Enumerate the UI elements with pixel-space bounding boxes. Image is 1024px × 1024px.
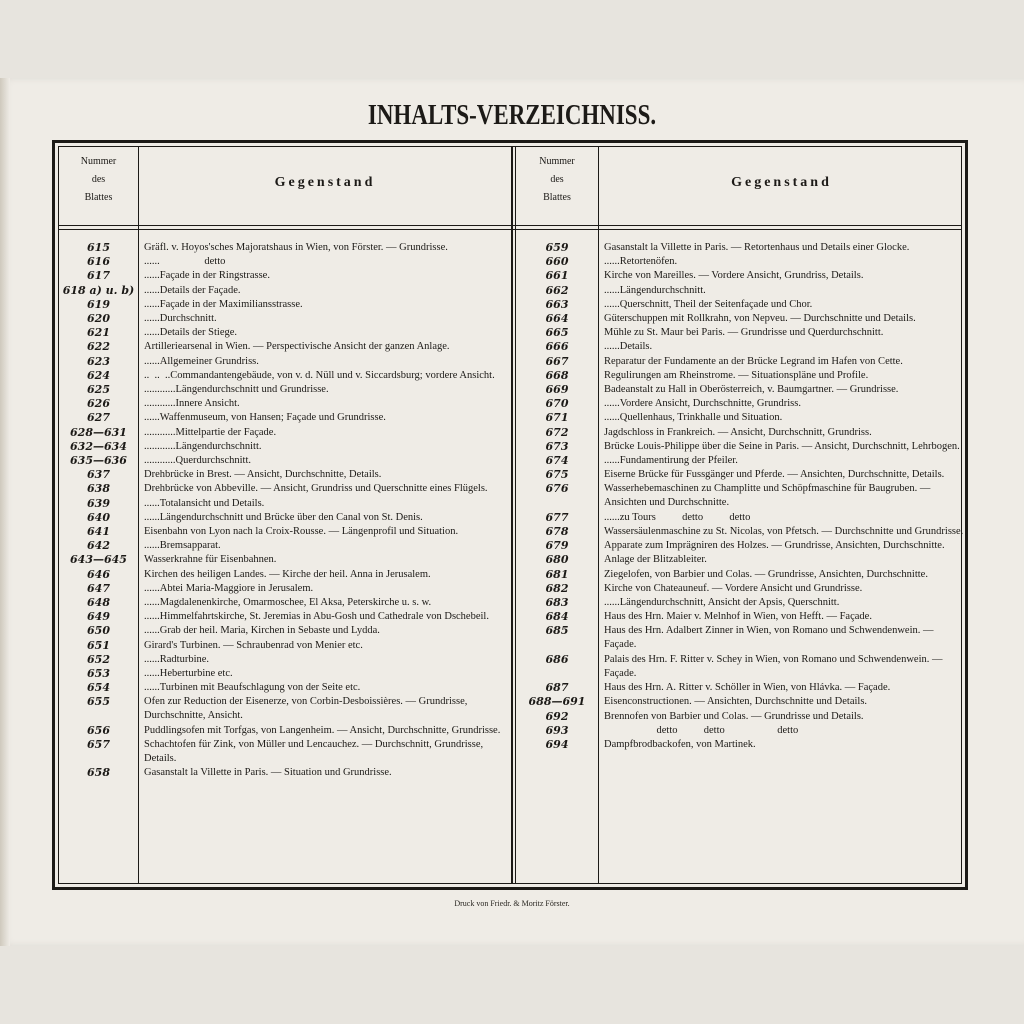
- entry-subject: Apparate zum Imprägniren des Holzes. — Grundrisse, Ansichten, Durchschnitte.: [604, 540, 945, 552]
- table-row: [59, 269, 511, 283]
- sheet-number: 665: [545, 326, 569, 340]
- sheet-number: 680: [545, 553, 569, 567]
- entry-subject: ............Längendurchschnitt.: [144, 440, 262, 452]
- sheet-number: 656: [87, 723, 110, 737]
- num-header-line: des: [550, 174, 564, 185]
- table-row: [59, 553, 511, 567]
- table-row: [516, 298, 966, 312]
- entry-subject: Gasanstalt la Villette in Paris. — Retortenhaus und Details einer Glocke.: [604, 242, 910, 253]
- entry-subject: Reparatur der Fundamente an der Brücke Legrand im Hafen von Cette.: [604, 355, 903, 367]
- entry-subject: Güterschuppen mit Rollkrahn, von Nepveu. — Durchschnitte und Details.: [604, 313, 916, 324]
- sheet-number: 637: [87, 468, 110, 482]
- sheet-number: 692: [545, 709, 569, 723]
- table-row: [59, 241, 511, 255]
- entry-subject: Gräfl. v. Hoyos'sches Majoratshaus in Wien, von Förster. — Grundrisse.: [144, 242, 448, 253]
- sheet-number: 648: [87, 596, 110, 609]
- entry-subject: Girard's Turbinen. — Schraubenrad von Menier etc.: [144, 639, 363, 651]
- sheet-number: 649: [87, 610, 110, 624]
- sheet-number: 669: [545, 383, 569, 396]
- table-row: [59, 340, 511, 354]
- sheet-number: 616: [87, 255, 110, 269]
- entry-subject: ............Querdurchschnitt.: [144, 455, 252, 466]
- table-row: [59, 312, 511, 326]
- sheet-number: 627: [87, 411, 110, 425]
- entry-subject: .. .. ..Commandantengebäude, von v. d. Nüll und v. Siccardsburg; vordere Ansicht.: [144, 369, 495, 381]
- sheet-number: 663: [545, 297, 569, 311]
- sheet-number: 646: [87, 567, 110, 581]
- header-rule: [59, 225, 961, 226]
- sheet-number: 679: [545, 539, 569, 553]
- entry-subject: Kirche von Chateauneuf. — Vordere Ansicht und Grundrisse.: [604, 582, 863, 594]
- table-row: [516, 681, 966, 695]
- table-row: [59, 724, 511, 738]
- entry-subject: ......Himmelfahrtskirche, St. Jeremias in Abu-Gosh und Cathedrale von Dschebeil.: [144, 611, 489, 623]
- entry-subject: Eiserne Brücke für Fussgänger und Pferde. — Ansichten, Durchschnitte, Details.: [604, 469, 945, 481]
- table-row: [516, 411, 966, 425]
- sheet-number: 638: [87, 482, 110, 496]
- table-row: [59, 426, 511, 440]
- sheet-number: 622: [87, 340, 110, 354]
- sheet-number: 635—636: [70, 454, 127, 467]
- sheet-number: 641: [87, 525, 110, 538]
- entry-subject: ............Innere Ansicht.: [144, 398, 240, 410]
- table-row: [516, 241, 966, 255]
- entry-subject: Palais des Hrn. F. Ritter v. Schey in Wien, von Romano und Schwendenwein. — Façade.: [604, 653, 946, 679]
- left-subject-header: Gegenstand: [274, 175, 376, 190]
- entry-subject: ......Radturbine.: [144, 653, 210, 665]
- sheet-number: 668: [545, 368, 569, 382]
- sheet-number: 681: [545, 567, 569, 581]
- table-row: [516, 383, 966, 397]
- entry-subject: ......Grab der heil. Maria, Kirchen in Sebaste und Lydda.: [144, 625, 380, 637]
- entry-subject: ......Längendurchschnitt.: [604, 284, 706, 296]
- sheet-number: 686: [545, 652, 569, 666]
- table-row: [516, 582, 966, 596]
- table-row: [516, 454, 966, 468]
- table-row: [59, 440, 511, 454]
- entry-subject: ......Heberturbine etc.: [144, 668, 233, 679]
- sheet-number: 640: [87, 510, 110, 524]
- sheet-number: 670: [545, 397, 569, 411]
- table-row: [59, 766, 511, 780]
- entry-subject: ............Längendurchschnitt und Grundrisse.: [144, 384, 329, 395]
- book-spine-shadow: [0, 78, 10, 946]
- table-row: [59, 482, 511, 496]
- sheet-number: 639: [87, 496, 110, 510]
- sheet-number: 683: [545, 596, 569, 609]
- table-row: [59, 667, 511, 681]
- sheet-number: 673: [545, 439, 569, 453]
- sheet-number: 623: [87, 354, 110, 368]
- table-row: [516, 269, 966, 283]
- entry-subject: ......Abtei Maria-Maggiore in Jerusalem.: [144, 582, 314, 594]
- entry-subject: Regulirungen am Rheinstrome. — Situationspläne und Profile.: [604, 369, 869, 381]
- entry-subject: Drehbrücke von Abbeville. — Ansicht, Grundriss und Querschnitte eines Flügels.: [144, 483, 488, 495]
- sheet-number: 682: [545, 581, 569, 595]
- table-row: [59, 610, 511, 624]
- sheet-number: 657: [87, 738, 110, 751]
- sheet-number: 617: [87, 269, 110, 283]
- table-frame: [52, 140, 968, 890]
- table-row: [59, 511, 511, 525]
- table-row: [516, 255, 966, 269]
- table-row: [516, 596, 966, 610]
- table-row: [516, 440, 966, 454]
- table-row: [59, 369, 511, 383]
- entry-subject: ......Totalansicht und Details.: [144, 497, 265, 509]
- table-row: [59, 681, 511, 695]
- entry-subject: Eisenconstructionen. — Ansichten, Durchschnitte und Details.: [604, 696, 868, 708]
- sheet-number: 628—631: [70, 425, 127, 439]
- sheet-number: 625: [87, 383, 110, 396]
- sheet-number: 694: [545, 738, 569, 751]
- table-row: [59, 326, 511, 340]
- entry-subject: detto detto detto: [604, 724, 799, 736]
- table-row: [59, 298, 511, 312]
- sheet-number: 654: [87, 681, 110, 695]
- entry-subject: ......Details der Façade.: [144, 284, 241, 296]
- entry-subject: Kirchen des heiligen Landes. — Kirche der heil. Anna in Jerusalem.: [144, 568, 431, 580]
- entry-subject: ......Details der Stiege.: [144, 327, 238, 339]
- entry-subject: ......Fundamentirung der Pfeiler.: [604, 455, 738, 466]
- table-row: [59, 738, 511, 766]
- table-row: [516, 426, 966, 440]
- sheet-number: 621: [87, 326, 110, 340]
- table-row: [516, 695, 966, 709]
- sheet-number: 642: [87, 539, 110, 553]
- table-row: [516, 539, 966, 553]
- table-row: [516, 355, 966, 369]
- table-row: [59, 596, 511, 610]
- table-row: [516, 710, 966, 724]
- sheet-number: 662: [545, 283, 569, 297]
- sheet-number: 652: [87, 652, 110, 666]
- table-row: [59, 582, 511, 596]
- sheet-number: 658: [87, 766, 110, 780]
- entry-subject: ......Vordere Ansicht, Durchschnitte, Grundriss.: [604, 398, 801, 410]
- num-header-line: des: [91, 174, 106, 185]
- header-rule-inner: [59, 229, 961, 230]
- center-divider: [511, 147, 513, 883]
- entry-subject: Badeanstalt zu Hall in Oberösterreich, v. Baumgartner. — Grundrisse.: [604, 384, 899, 395]
- entry-subject: ......Details.: [604, 341, 653, 353]
- table-row: [516, 340, 966, 354]
- table-row: [59, 568, 511, 582]
- entry-subject: Brennofen von Barbier und Colas. — Grundrisse und Details.: [604, 710, 864, 722]
- page-title: INHALTS-VERZEICHNISS.: [367, 100, 657, 131]
- entry-subject: ......Längendurchschnitt und Brücke über den Canal von St. Denis.: [144, 511, 423, 523]
- table-row: [516, 610, 966, 624]
- entry-subject: ......Querschnitt, Theil der Seitenfaçade und Chor.: [604, 298, 813, 310]
- sheet-number: 684: [545, 610, 569, 624]
- entry-subject: Mühle zu St. Maur bei Paris. — Grundrisse und Querdurchschnitt.: [604, 327, 884, 339]
- sheet-number: 675: [545, 468, 569, 482]
- table-row: [59, 653, 511, 667]
- right-num-header: [516, 153, 598, 207]
- entry-subject: Brücke Louis-Philippe über die Seine in Paris. — Ansicht, Durchschnitt, Lehrbogen.: [604, 440, 960, 452]
- sheet-number: 651: [87, 638, 110, 652]
- sheet-number: 671: [545, 411, 569, 425]
- table-row: [59, 255, 511, 269]
- entry-subject: Anlage der Blitzableiter.: [604, 554, 707, 566]
- entry-subject: Schachtofen für Zink, von Müller und Lencauchez. — Durchschnitt, Grundrisse, Details.: [144, 739, 486, 764]
- entry-subject: ......Längendurchschnitt, Ansicht der Apsis, Querschnitt.: [604, 597, 840, 608]
- table-row: [516, 397, 966, 411]
- entry-subject: Ofen zur Reduction der Eisenerze, von Corbin-Desboissières. — Grundrisse, Durchschnitte, Ansicht.: [144, 696, 470, 722]
- table-row: [516, 468, 966, 482]
- sheet-number: 676: [545, 482, 569, 496]
- entry-subject: Wasserhebemaschinen zu Champlitte und Schöpfmaschine für Baugruben. — Ansichten und Durchschnitte.: [604, 483, 933, 509]
- entry-subject: ......Magdalenenkirche, Omarmoschee, El Aksa, Peterskirche u. s. w.: [144, 597, 432, 608]
- table-row: [516, 738, 966, 752]
- entry-subject: Haus des Hrn. Adalbert Zinner in Wien, von Romano und Schwendenwein. — Façade.: [604, 625, 937, 651]
- sheet-number: 672: [545, 425, 569, 439]
- table-row: [59, 397, 511, 411]
- entry-subject: Dampfbrodbackofen, von Martinek.: [604, 739, 756, 750]
- entry-subject: ......Bremsapparat.: [144, 540, 221, 552]
- sheet-number: 618 a) u. b): [62, 283, 135, 297]
- table-row: [516, 568, 966, 582]
- entry-subject: ......Retortenöfen.: [604, 256, 678, 268]
- num-header-line: Nummer: [539, 156, 575, 167]
- entry-subject: ......Turbinen mit Beaufschlagung von der Seite etc.: [144, 682, 361, 694]
- table-row: [516, 724, 966, 738]
- entry-subject: Eisenbahn von Lyon nach la Croix-Rousse. — Längenprofil und Situation.: [144, 526, 459, 537]
- table-row: [516, 326, 966, 340]
- sheet-number: 688—691: [528, 695, 586, 709]
- entry-subject: Haus des Hrn. A. Ritter v. Schöller in Wien, von Hlávka. — Façade.: [604, 682, 891, 694]
- entry-subject: ......zu Tours detto detto: [604, 511, 751, 523]
- entry-subject: Ziegelofen, von Barbier und Colas. — Grundrisse, Ansichten, Durchschnitte.: [604, 568, 928, 580]
- sheet-number: 643—645: [70, 553, 127, 567]
- entry-subject: Puddlingsofen mit Torfgas, von Langenheim. — Ansicht, Durchschnitte, Grundrisse.: [144, 724, 501, 736]
- num-header-line: Blattes: [543, 192, 571, 203]
- sheet-number: 655: [87, 695, 110, 709]
- table-row: [516, 624, 966, 652]
- table-inner-border: [58, 146, 962, 884]
- sheet-number: 647: [87, 581, 110, 595]
- entry-subject: Artilleriearsenal in Wien. — Perspectivische Ansicht der ganzen Anlage.: [144, 341, 450, 353]
- entry-subject: ......Façade in der Maximiliansstrasse.: [144, 298, 303, 310]
- sheet-number: 626: [87, 397, 110, 411]
- table-row: [516, 553, 966, 567]
- entry-subject: Wasserkrahne für Eisenbahnen.: [144, 554, 277, 566]
- entry-subject: ......Waffenmuseum, von Hansen; Façade und Grundrisse.: [144, 412, 386, 424]
- entry-subject: ............Mittelpartie der Façade.: [144, 426, 277, 438]
- table-row: [59, 355, 511, 369]
- table-row: [516, 653, 966, 681]
- table-row: [516, 284, 966, 298]
- sheet-number: 667: [545, 354, 569, 368]
- table-row: [59, 383, 511, 397]
- entry-subject: Kirche von Mareilles. — Vordere Ansicht, Grundriss, Details.: [604, 270, 864, 282]
- table-row: [59, 695, 511, 723]
- entry-subject: Haus des Hrn. Maier v. Melnhof in Wien, von Hefft. — Façade.: [604, 611, 872, 623]
- entry-subject: ......Quellenhaus, Trinkhalle und Situation.: [604, 412, 783, 424]
- table-row: [516, 369, 966, 383]
- sheet-number: 632—634: [70, 439, 127, 453]
- table-row: [516, 525, 966, 539]
- sheet-number: 678: [545, 525, 569, 538]
- table-row: [59, 497, 511, 511]
- sheet-number: 687: [545, 681, 569, 695]
- sheet-number: 653: [87, 667, 110, 680]
- table-row: [59, 468, 511, 482]
- sheet-number: 674: [545, 454, 569, 467]
- table-row: [59, 639, 511, 653]
- num-header-line: Blattes: [84, 192, 113, 203]
- sheet-number: 660: [545, 255, 569, 269]
- entry-subject: Jagdschloss in Frankreich. — Ansicht, Durchschnitt, Grundriss.: [604, 426, 872, 438]
- table-row: [59, 411, 511, 425]
- sheet-number: 661: [545, 269, 569, 283]
- table-row: [59, 284, 511, 298]
- entry-subject: ......Durchschnitt.: [144, 313, 217, 324]
- right-subject-header: Gegenstand: [731, 175, 832, 190]
- sheet-number: 619: [87, 297, 110, 311]
- sheet-number: 666: [545, 340, 569, 354]
- sheet-number: 664: [545, 312, 569, 325]
- left-num-header: [59, 153, 138, 207]
- table-row: [516, 511, 966, 525]
- sheet-number: 685: [545, 624, 569, 638]
- entry-subject: Gasanstalt la Villette in Paris. — Situation und Grundrisse.: [144, 767, 392, 779]
- printer-imprint: Druck von Friedr. & Moritz Förster.: [454, 899, 570, 908]
- sheet-number: 620: [87, 312, 110, 325]
- table-row: [59, 454, 511, 468]
- table-row: [59, 624, 511, 638]
- num-header-line: Nummer: [80, 156, 117, 167]
- sheet-number: 659: [545, 241, 569, 254]
- table-row: [516, 482, 966, 510]
- entry-subject: ...... detto: [144, 256, 226, 268]
- table-row: [59, 525, 511, 539]
- entry-subject: ......Allgemeiner Grundriss.: [144, 355, 259, 367]
- sheet-number: 624: [87, 368, 110, 382]
- sheet-number: 677: [545, 510, 569, 524]
- sheet-number: 693: [545, 723, 569, 737]
- entry-subject: ......Façade in der Ringstrasse.: [144, 270, 270, 282]
- table-row: [516, 312, 966, 326]
- entry-subject: Wassersäulenmaschine zu St. Nicolas, von Pfetsch. — Durchschnitte und Grundrisse.: [604, 526, 964, 537]
- sheet-number: 615: [87, 241, 110, 254]
- entry-subject: Drehbrücke in Brest. — Ansicht, Durchschnitte, Details.: [144, 469, 382, 481]
- table-row: [59, 539, 511, 553]
- sheet-number: 650: [87, 624, 110, 638]
